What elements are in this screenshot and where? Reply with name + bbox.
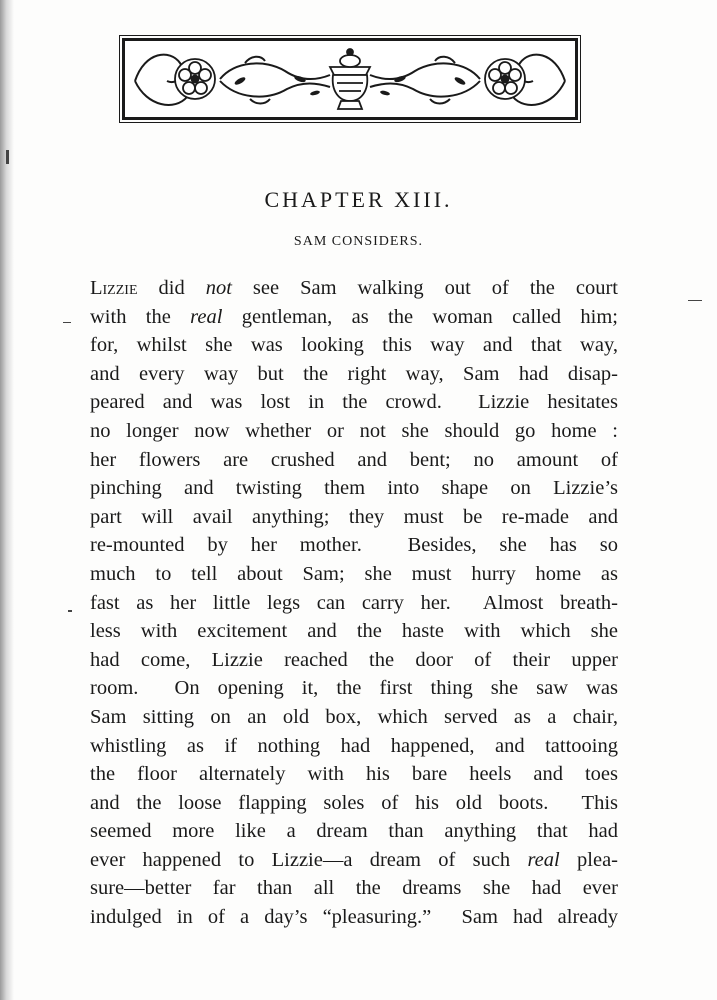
text-segment: part will avail anything; they must be re-made and xyxy=(90,505,618,528)
text-line xyxy=(90,446,618,475)
text-segment: seemed more like a dream than anything that had xyxy=(90,820,618,843)
text-segment: room. On opening it, the first thing she saw was xyxy=(90,677,618,700)
text-segment: pinching and twisting them into shape on Lizzie’s xyxy=(90,477,618,500)
text-segment: peared and was lost in the crowd. Lizzie hesitates xyxy=(90,391,618,414)
text-line xyxy=(90,274,618,303)
text-segment: much to tell about Sam; she must hurry home as xyxy=(90,562,618,585)
text-segment: and every way but the right way, Sam had disap- xyxy=(90,362,618,385)
text-segment: see Sam walking out of the court xyxy=(231,277,618,299)
text-line xyxy=(90,789,618,818)
text-line xyxy=(90,589,618,618)
text-line xyxy=(90,531,618,560)
text-line xyxy=(90,388,618,417)
text-segment: Sam sitting on an old box, which served as a chair, xyxy=(90,705,618,728)
text-line xyxy=(90,874,618,903)
text-line xyxy=(90,846,618,875)
text-line xyxy=(90,817,618,846)
text-line xyxy=(90,560,618,589)
text-segment: indulged in of a day’s “pleasuring.” Sam had already xyxy=(90,906,618,929)
text-line xyxy=(90,646,618,675)
text-line xyxy=(90,732,618,761)
page-speck xyxy=(688,300,702,301)
text-line xyxy=(90,303,618,332)
text-segment: real xyxy=(527,848,560,871)
text-segment: fast as her little legs can carry her. Almost breath- xyxy=(90,591,618,614)
text-line xyxy=(90,760,618,789)
text-line xyxy=(90,360,618,389)
text-segment: did xyxy=(137,277,206,299)
text-segment: plea- xyxy=(559,848,618,871)
text-segment: with the xyxy=(90,305,191,328)
text-segment: her flowers are crushed and bent; no amount of xyxy=(90,448,618,471)
text-segment: ever happened to Lizzie—a dream of such xyxy=(90,848,528,871)
text-segment: and the loose flapping soles of his old boots. This xyxy=(90,791,618,814)
page-speck xyxy=(6,150,9,164)
text-segment: not xyxy=(205,277,232,299)
text-line xyxy=(90,674,618,703)
text-segment: had come, Lizzie reached the door of their upper xyxy=(90,648,618,671)
text-line xyxy=(90,474,618,503)
text-line xyxy=(90,503,618,532)
page-speck xyxy=(63,322,71,323)
text-segment: Lizzie xyxy=(90,277,138,299)
text-line xyxy=(90,331,618,360)
page-speck xyxy=(68,610,72,612)
chapter-body-text xyxy=(90,274,618,932)
chapter-subtitle: SAM CONSIDERS. xyxy=(293,234,424,249)
text-segment: the floor alternately with his bare heels and toes xyxy=(90,763,618,786)
text-segment: no longer now whether or not she should go home : xyxy=(90,419,618,442)
text-segment: less with excitement and the haste with which she xyxy=(90,620,618,643)
text-line xyxy=(90,417,618,446)
text-segment: gentleman, as the woman called him; xyxy=(222,305,618,328)
text-line xyxy=(90,703,618,732)
text-line xyxy=(90,903,618,932)
floral-urn-ornament-icon xyxy=(125,41,575,117)
text-line xyxy=(90,617,618,646)
text-segment: real xyxy=(190,305,223,328)
ornamental-headpiece xyxy=(122,38,578,120)
text-segment: re-mounted by her mother. Besides, she has so xyxy=(90,534,618,557)
text-segment: for, whilst she was looking this way and that way, xyxy=(90,334,618,357)
text-segment: whistling as if nothing had happened, and tattooing xyxy=(90,734,618,757)
text-segment: sure—better far than all the dreams she had ever xyxy=(90,877,618,900)
chapter-title: CHAPTER XIII. xyxy=(264,187,453,212)
